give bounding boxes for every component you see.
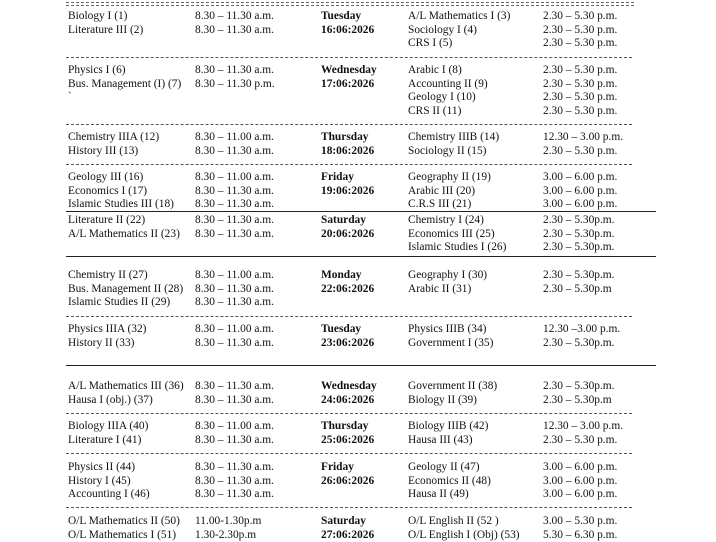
afternoon-paper: O/L English I (Obj) (53) (408, 528, 520, 541)
morning-paper: History III (13) (68, 144, 139, 157)
morning-time: 8.30 – 11.00 a.m. (195, 269, 274, 281)
morning-time: 8.30 – 11.30 a.m. (195, 393, 274, 406)
morning-time: 8.30 – 11.30 a.m. (195, 296, 274, 308)
afternoon-paper: Biology IIIB (42) (408, 420, 489, 432)
morning-time: 1.30-2.30p.m (195, 528, 257, 541)
afternoon-time: 2.30 – 5.30 p.m. (543, 10, 618, 22)
morning-time: 8.30 – 11.30 a.m. (195, 64, 274, 76)
afternoon-paper: Sociology I (4) (408, 23, 477, 36)
morning-paper: Hausa I (obj.) (37) (68, 393, 153, 406)
morning-paper: Bus. Management II (28) (68, 282, 184, 295)
afternoon-time: 2.30 – 5.30p.m. (543, 380, 615, 392)
afternoon-time: 2.30 – 5.30p.m. (543, 241, 615, 253)
exam-day: Friday (321, 171, 354, 183)
afternoon-time: 2.30 – 5.30 p.m. (543, 23, 618, 36)
afternoon-paper: Islamic Studies I (26) (408, 241, 507, 253)
exam-date: 17:06:2026 (321, 77, 375, 90)
morning-time: 8.30 – 11.00 a.m. (195, 420, 274, 432)
afternoon-time: 12.30 – 3.00 p.m. (543, 420, 624, 432)
morning-time: 8.30 – 11.30 a.m. (195, 488, 274, 500)
morning-paper: Economics I (17) (68, 184, 148, 197)
morning-paper: A/L Mathematics II (23) (68, 227, 180, 240)
row-separator (66, 124, 632, 125)
morning-time: 8.30 – 11.30 a.m. (195, 474, 274, 487)
morning-time: 8.30 – 11.30 a.m. (195, 461, 274, 473)
afternoon-time: 12.30 – 3.00 p.m. (543, 131, 624, 143)
row-separator (66, 507, 632, 508)
morning-paper: A/L Mathematics III (36) (68, 380, 184, 392)
exam-date: 27:06:2026 (321, 528, 375, 541)
morning-paper: Bus. Management (I) (7) (68, 77, 182, 90)
afternoon-paper: Arabic I (8) (408, 64, 462, 76)
exam-day: Thursday (321, 420, 369, 432)
exam-day: Monday (321, 269, 362, 281)
exam-day: Saturday (321, 214, 366, 226)
afternoon-paper: Accounting II (9) (408, 77, 488, 90)
afternoon-paper: Hausa III (43) (408, 433, 473, 446)
morning-paper: O/L Mathematics II (50) (68, 515, 180, 527)
exam-day: Thursday (321, 131, 369, 143)
afternoon-paper: Sociology II (15) (408, 144, 487, 157)
morning-paper: Physics I (6) (68, 64, 126, 76)
morning-time: 8.30 – 11.30 a.m. (195, 184, 274, 197)
morning-paper: Islamic Studies II (29) (68, 296, 171, 308)
morning-paper: Literature III (2) (68, 23, 144, 36)
morning-time: 8.30 – 11.30 a.m. (195, 214, 274, 226)
morning-time: 8.30 – 11.30 a.m. (195, 336, 274, 349)
afternoon-paper: Arabic II (31) (408, 282, 472, 295)
afternoon-time: 2.30 – 5.30 p.m. (543, 77, 618, 90)
afternoon-paper: C.R.S III (21) (408, 198, 472, 210)
morning-paper: Geology III (16) (68, 171, 144, 183)
afternoon-paper: Chemistry I (24) (408, 214, 484, 226)
afternoon-paper: Chemistry IIIB (14) (408, 131, 500, 143)
exam-day: Tuesday (321, 323, 362, 335)
afternoon-paper: CRS II (11) (408, 104, 462, 117)
afternoon-time: 5.30 – 6.30 p.m. (543, 528, 618, 541)
exam-date: 25:06:2026 (321, 433, 375, 446)
exam-date: 19:06:2026 (321, 184, 375, 197)
exam-day: Wednesday (321, 64, 377, 76)
exam-date: 23:06:2026 (321, 336, 375, 349)
row-separator (66, 453, 632, 454)
morning-time: 11.00-1.30p.m (195, 515, 262, 527)
morning-time: 8.30 – 11.00 a.m. (195, 323, 274, 335)
morning-time: 8.30 – 11.30 a.m. (195, 198, 274, 210)
afternoon-paper: Government I (35) (408, 336, 494, 349)
morning-time: 8.30 – 11.30 a.m. (195, 433, 274, 446)
afternoon-paper: Economics III (25) (408, 227, 495, 240)
morning-time: 8.30 – 11.30 a.m. (195, 144, 274, 157)
afternoon-time: 2.30 – 5.30 p.m. (543, 104, 618, 117)
morning-paper: Biology IIIA (40) (68, 420, 149, 432)
row-separator (66, 365, 656, 366)
exam-date: 24:06:2026 (321, 393, 375, 406)
row-separator (66, 211, 656, 212)
afternoon-paper: Geography II (19) (408, 171, 491, 183)
afternoon-time: 3.00 – 6.00 p.m. (543, 474, 618, 487)
afternoon-paper: Hausa II (49) (408, 488, 469, 500)
afternoon-time: 3.00 – 5.30 p.m. (543, 515, 618, 527)
afternoon-time: 2.30 – 5.30 p.m. (543, 64, 618, 76)
row-separator (66, 413, 632, 414)
morning-paper: Biology I (1) (68, 10, 128, 22)
morning-paper: History I (45) (68, 474, 131, 487)
afternoon-paper: Geography I (30) (408, 269, 488, 281)
morning-time: 8.30 – 11.30 a.m. (195, 10, 274, 22)
morning-time: 8.30 – 11.30 a.m. (195, 227, 274, 240)
exam-date: 22:06:2026 (321, 282, 375, 295)
exam-date: 18:06:2026 (321, 144, 375, 157)
morning-time: 8.30 – 11.30 p.m. (195, 77, 275, 90)
afternoon-time: 3.00 – 6.00 p.m. (543, 488, 618, 500)
morning-paper: Literature II (22) (68, 214, 146, 226)
morning-time: 8.30 – 11.00 a.m. (195, 131, 274, 143)
row-separator (66, 316, 632, 317)
afternoon-paper: CRS I (5) (408, 37, 453, 49)
afternoon-time: 2.30 – 5.30p.m. (543, 336, 615, 349)
afternoon-paper: Arabic III (20) (408, 184, 476, 197)
morning-paper: History II (33) (68, 336, 135, 349)
afternoon-time: 2.30 – 5.30p.m. (543, 214, 615, 226)
afternoon-time: 3.00 – 6.00 p.m. (543, 198, 618, 210)
afternoon-time: 2.30 – 5.30 p.m. (543, 37, 618, 49)
afternoon-paper: Government II (38) (408, 380, 498, 392)
afternoon-time: 3.00 – 6.00 p.m. (543, 184, 618, 197)
morning-time: 8.30 – 11.30 a.m. (195, 23, 274, 36)
afternoon-time: 2.30 – 5.30p.m (543, 393, 612, 406)
afternoon-paper: A/L Mathematics I (3) (408, 10, 511, 22)
row-separator (66, 57, 632, 58)
afternoon-paper: Economics II (48) (408, 474, 491, 487)
exam-day: Saturday (321, 515, 366, 527)
morning-paper: Accounting I (46) (68, 488, 150, 500)
exam-day: Friday (321, 461, 354, 473)
row-separator (66, 2, 634, 6)
afternoon-paper: Biology II (39) (408, 393, 477, 406)
afternoon-time: 2.30 – 5.30p.m. (543, 227, 615, 240)
morning-paper: Islamic Studies III (18) (68, 198, 174, 210)
afternoon-paper: O/L English II (52 ) (408, 515, 499, 527)
afternoon-time: 2.30 – 5.30 p.m. (543, 433, 618, 446)
afternoon-paper: Geology I (10) (408, 91, 476, 103)
exam-day: Wednesday (321, 380, 377, 392)
morning-time: 8.30 – 11.30 a.m. (195, 282, 274, 295)
morning-time: 8.30 – 11.30 a.m. (195, 380, 274, 392)
exam-date: 26:06:2026 (321, 474, 375, 487)
morning-paper: O/L Mathematics I (51) (68, 528, 177, 541)
afternoon-time: 2.30 – 5.30p.m. (543, 269, 615, 281)
morning-paper: Physics II (44) (68, 461, 136, 473)
morning-paper: ` (68, 91, 72, 103)
afternoon-paper: Geology II (47) (408, 461, 480, 473)
afternoon-time: 2.30 – 5.30 p.m. (543, 144, 618, 157)
row-separator (66, 164, 632, 165)
morning-time: 8.30 – 11.00 a.m. (195, 171, 274, 183)
morning-paper: Physics IIIA (32) (68, 323, 147, 335)
morning-paper: Chemistry II (27) (68, 269, 148, 281)
exam-date: 16:06:2026 (321, 23, 375, 36)
row-separator (66, 256, 656, 257)
afternoon-time: 3.00 – 6.00 p.m. (543, 461, 618, 473)
afternoon-time: 2.30 – 5.30p.m (543, 282, 612, 295)
morning-paper: Literature I (41) (68, 433, 142, 446)
exam-day: Tuesday (321, 10, 362, 22)
afternoon-time: 3.00 – 6.00 p.m. (543, 171, 618, 183)
morning-paper: Chemistry IIIA (12) (68, 131, 160, 143)
exam-date: 20:06:2026 (321, 227, 375, 240)
afternoon-paper: Physics IIIB (34) (408, 323, 487, 335)
afternoon-time: 12.30 –3.00 p.m. (543, 323, 621, 335)
afternoon-time: 2.30 – 5.30 p.m. (543, 91, 618, 103)
